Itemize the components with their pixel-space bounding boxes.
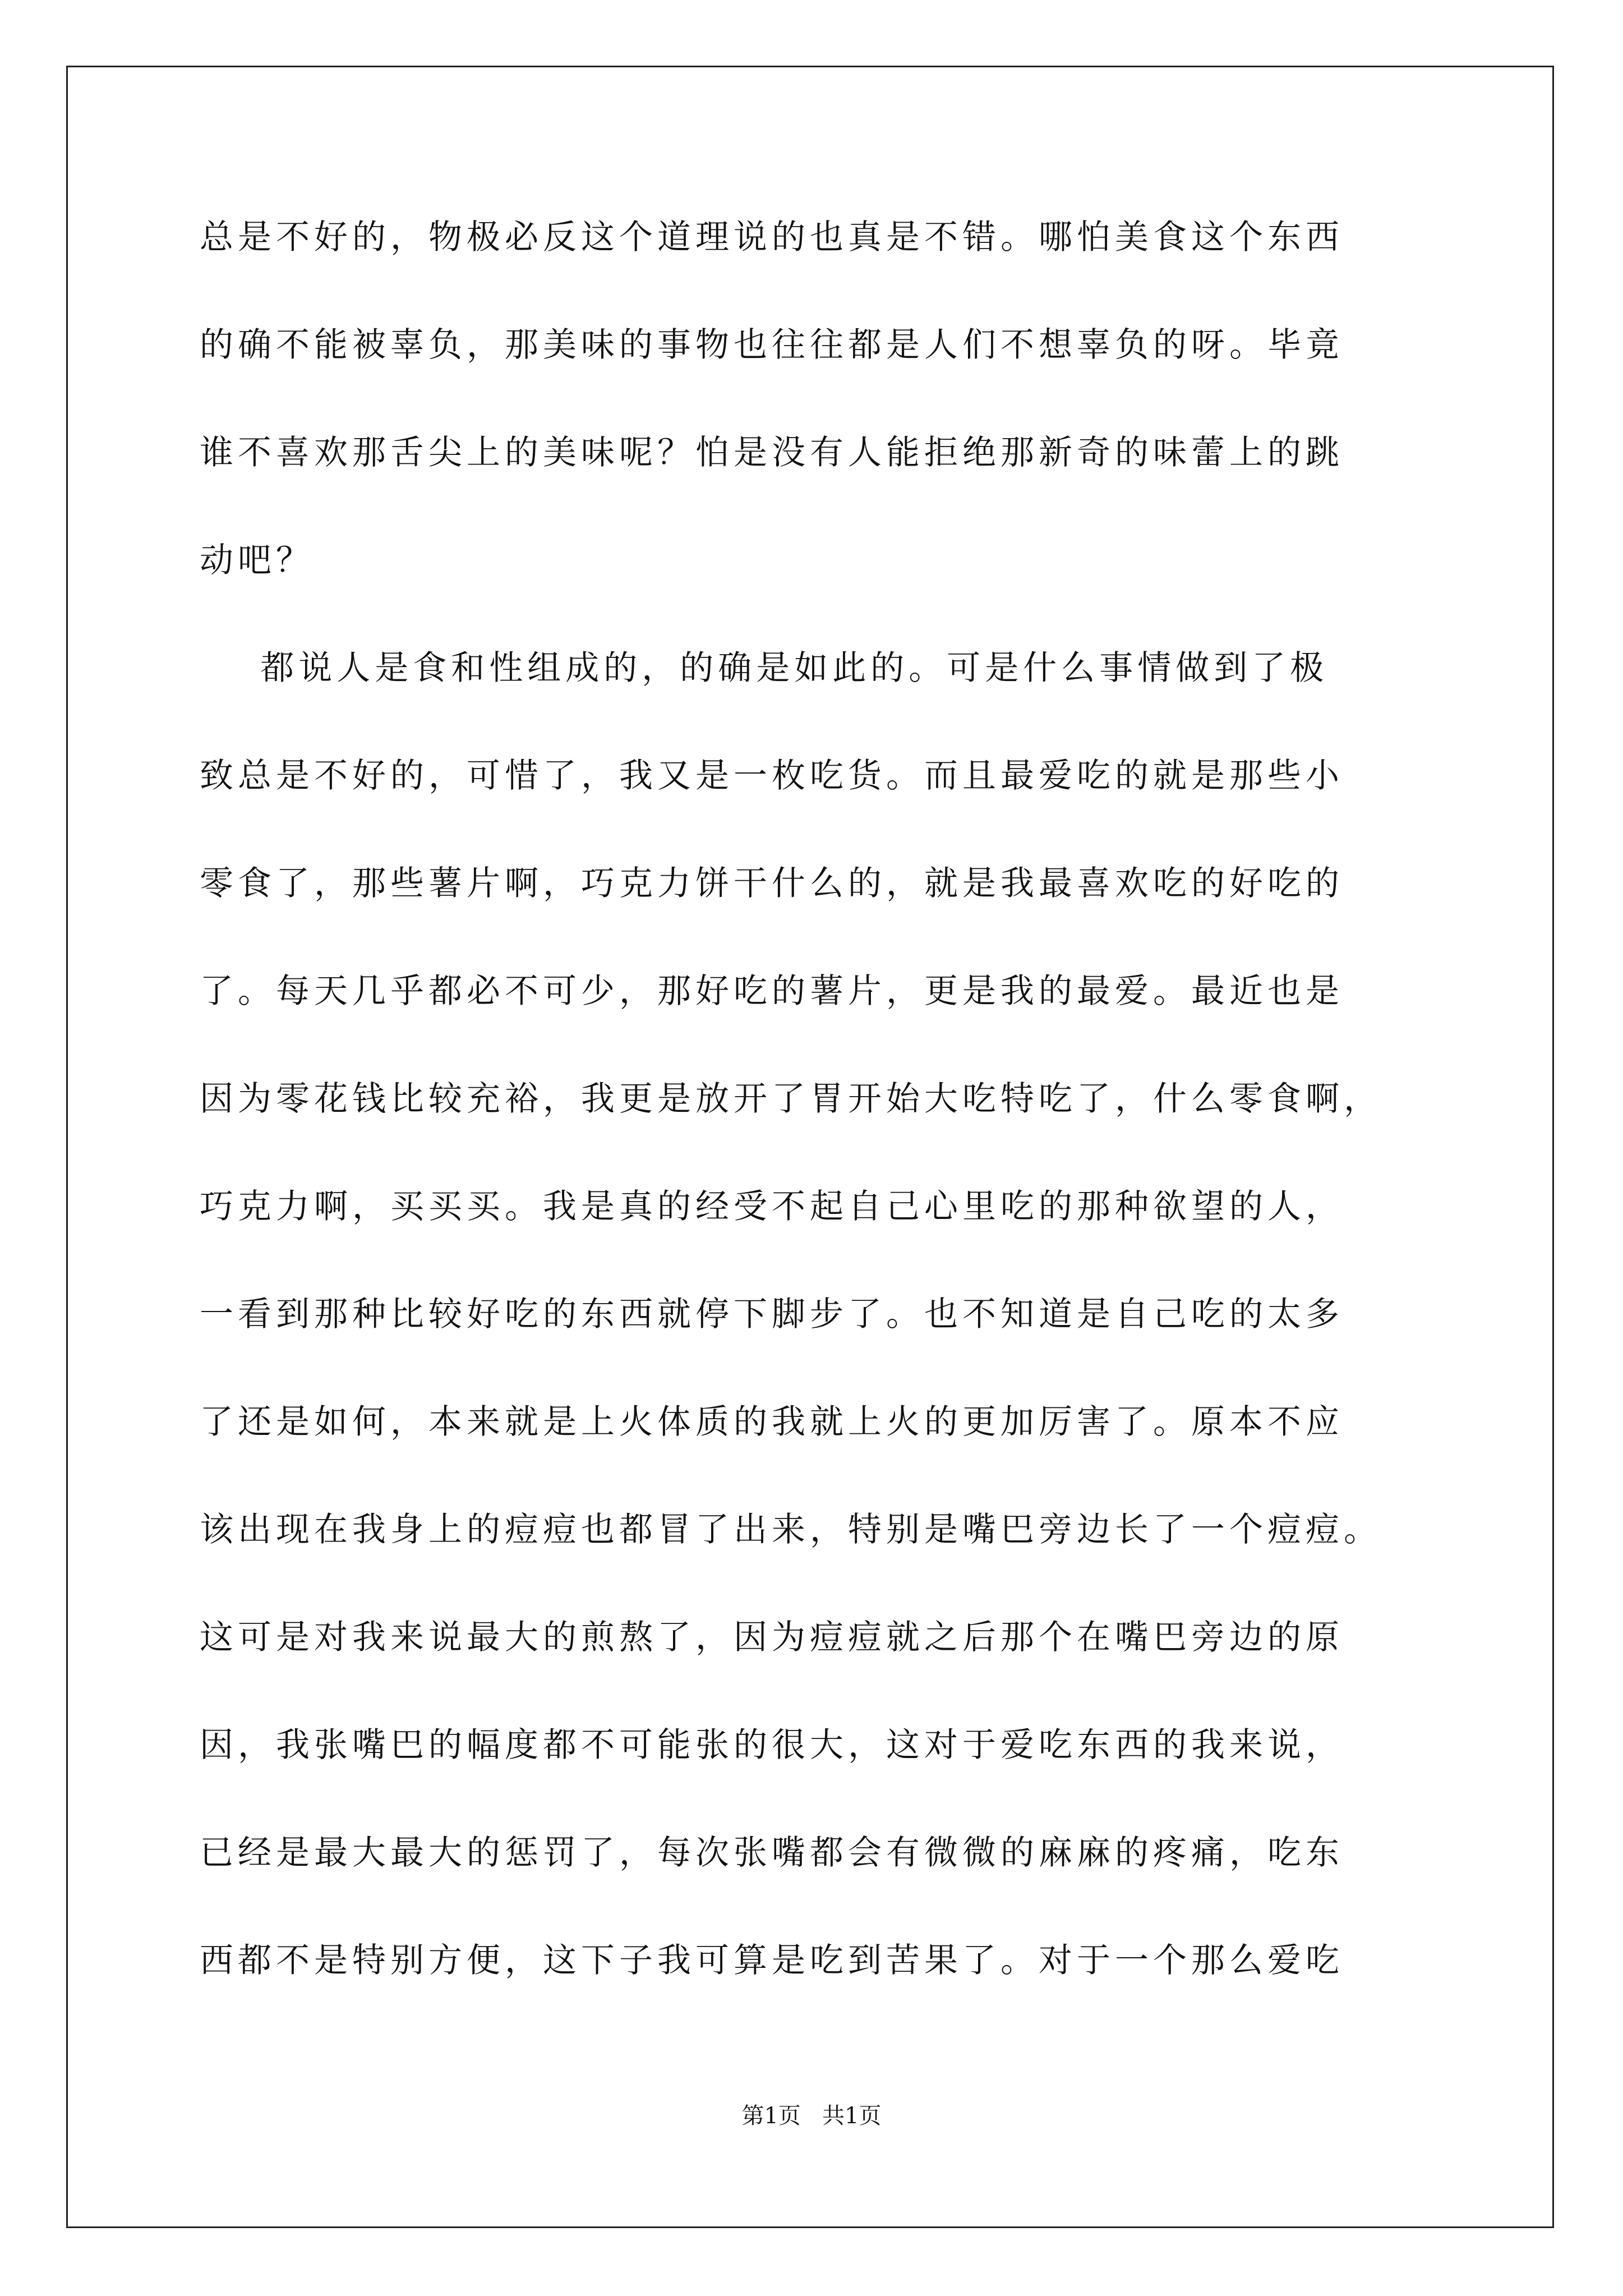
text-line: 西都不是特别方便，这下子我可算是吃到苦果了。对于一个那么爱吃 [200,1941,1344,1980]
text-line: 零食了，那些薯片啊，巧克力饼干什么的，就是我最喜欢吃的好吃的 [200,864,1344,903]
text-line: 因为零花钱比较充裕，我更是放开了胃开始大吃特吃了，什么零食啊， [200,1079,1382,1119]
page-number: 第1页 共1页 [741,2103,882,2129]
text-line: 巧克力啊，买买买。我是真的经受不起自己心里吃的那种欲望的人， [200,1187,1344,1226]
text-line: 动吧？ [200,541,314,580]
text-line: 了。每天几乎都必不可少，那好吃的薯片，更是我的最爱。最近也是 [200,972,1344,1011]
text-line: 总是不好的，物极必反这个道理说的也真是不错。哪怕美食这个东西 [200,218,1344,257]
text-line: 都说人是食和性组成的，的确是如此的。可是什么事情做到了极 [200,648,1329,688]
text-line: 致总是不好的，可惜了，我又是一枚吃货。而且最爱吃的就是那些小 [200,756,1344,795]
text-line: 这可是对我来说最大的煎熬了，因为痘痘就之后那个在嘴巴旁边的原 [200,1618,1344,1657]
document-body [200,218,1433,2049]
text-line: 该出现在我身上的痘痘也都冒了出来，特别是嘴巴旁边长了一个痘痘。 [200,1510,1382,1549]
text-line: 一看到那种比较好吃的东西就停下脚步了。也不知道是自己吃的太多 [200,1295,1344,1334]
text-line: 的确不能被辜负，那美味的事物也往往都是人们不想辜负的呀。毕竟 [200,325,1344,365]
text-line: 已经是最大最大的惩罚了，每次张嘴都会有微微的麻麻的疼痛，吃东 [200,1833,1344,1872]
text-line: 了还是如何，本来就是上火体质的我就上火的更加厉害了。原本不应 [200,1402,1344,1442]
text-line: 谁不喜欢那舌尖上的美味呢？怕是没有人能拒绝那新奇的味蕾上的跳 [200,433,1344,472]
text-line: 因，我张嘴巴的幅度都不可能张的很大，这对于爱吃东西的我来说， [200,1726,1344,1765]
